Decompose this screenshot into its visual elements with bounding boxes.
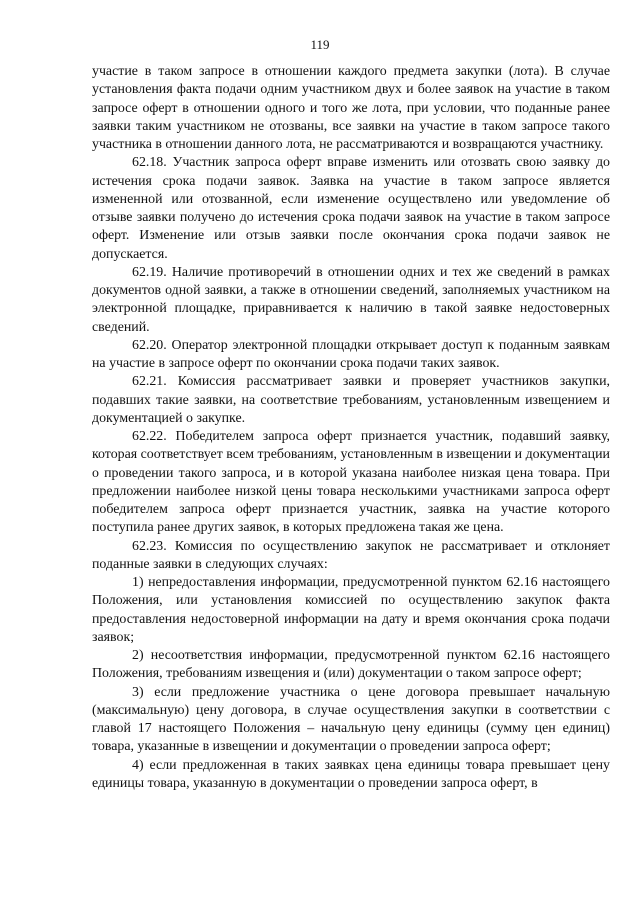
paragraph-62-21: 62.21. Комиссия рассматривает заявки и проверяет участников закупки, подавших такие заявки, на соответствие требованиям, установленным извещением и документацией о закупке. [92,374,610,426]
document-body [92,63,610,793]
paragraph-62-23: 62.23. Комиссия по осуществлению закупок не рассматривает и отклоняет поданные заявки в следующих случаях: [92,538,610,572]
paragraph-continuation: участие в таком запросе в отношении каждого предмета закупки (лота). В случае установления факта подачи одним участником двух и более заявок на участие в таком запросе оферт в отношении одного и того же лота, при условии, что поданные ранее заявки таким участником не отозваны, все заявки на участие в таком запросе такого участника в отношении данного лота, не рассматриваются и возвращаются участнику. [92,64,610,152]
paragraph-62-19: 62.19. Наличие противоречий в отношении одних и тех же сведений в рамках документов одной заявки, а также в отношении сведений, заполняемых участником на электронной площадке, приравнивается к наличию в такой заявке недостоверных сведений. [92,264,610,335]
list-item-2: 2) несоответствия информации, предусмотренной пунктом 62.16 настоящего Положения, требованиям извещения и (или) документации о таком запросе оферт; [92,648,610,682]
list-item-1: 1) непредоставления информации, предусмотренной пунктом 62.16 настоящего Положения, или установления комиссией по осуществлению закупок факта предоставления недостоверной информации на дату и время окончания срока подачи заявок; [92,575,610,645]
paragraph-62-20: 62.20. Оператор электронной площадки открывает доступ к поданным заявкам на участие в запросе оферт по окончании срока подачи таких заявок. [92,337,610,371]
list-item-4: 4) если предложенная в таких заявках цена единицы товара превышает цену единицы товара, указанную в документации о проведении запроса оферт, в [92,757,610,791]
paragraph-62-18: 62.18. Участник запроса оферт вправе изменить или отозвать свою заявку до истечения срока подачи заявок. Заявка на участие в таком запросе является измененной или отозванной, если изменение осуществлено или уведомление об отзыве заявки получено до истечения срока подачи заявок на участие в таком запросе оферт. Изменение или отзыв заявки после окончания срока подачи заявок не допускается. [92,155,610,262]
page-number: 119 [310,37,330,52]
list-item-3: 3) если предложение участника о цене договора превышает начальную (максимальную) цену договора, в случае осуществления закупки в соответствии с главой 17 настоящего Положения – начальную цену единицы (сумму цен единиц) товара, указанные в извещении и документации о проведении запроса оферт; [92,684,610,755]
paragraph-62-22: 62.22. Победителем запроса оферт признается участник, подавший заявку, которая соответствует всем требованиям, установленным в извещении и документации о проведении такого запроса, и в которой указана наиболее низкая цена товара. При предложении наиболее низкой цены товара несколькими участниками запроса оферт победителем запроса оферт признается участник, заявка на участие которого поступила ранее других заявок, в которых предложена такая же цена. [92,429,610,536]
